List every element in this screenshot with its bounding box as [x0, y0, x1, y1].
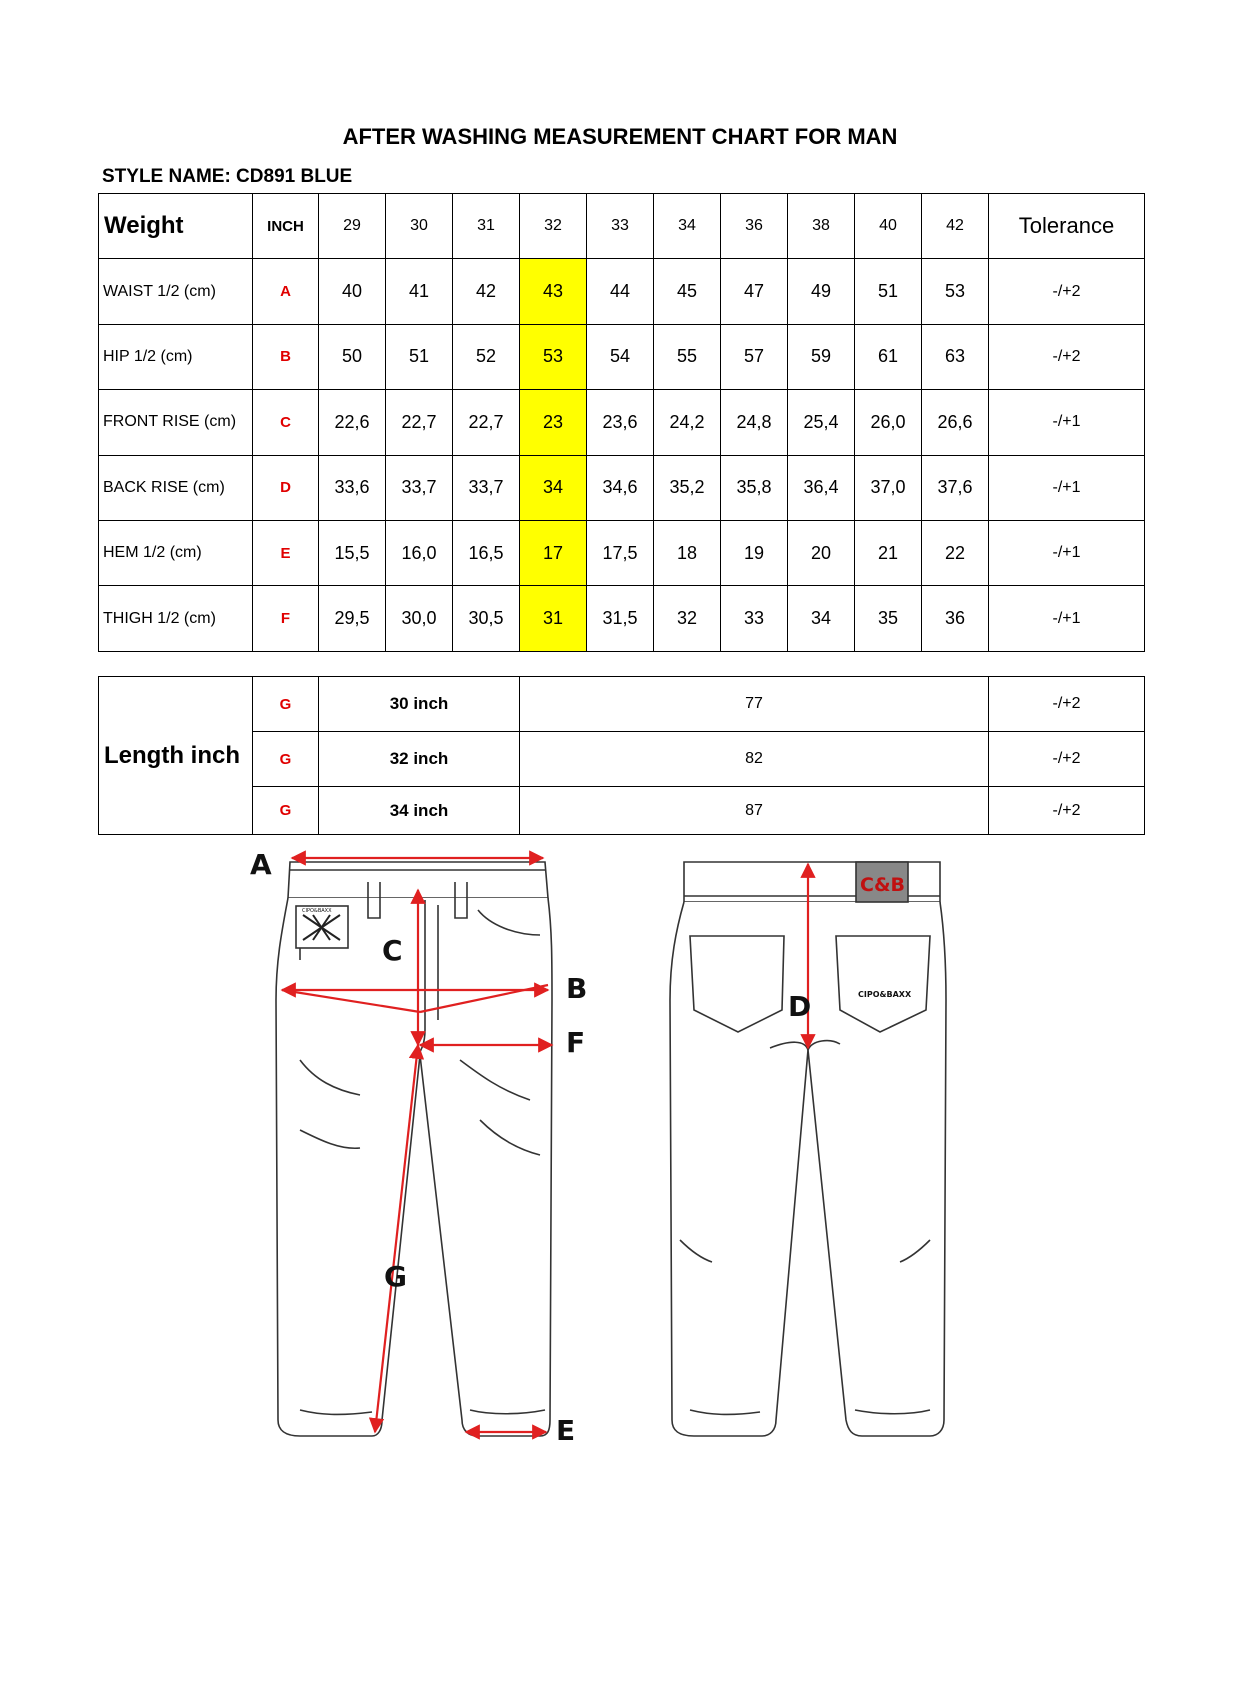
cell: 40: [319, 259, 386, 324]
inch-header: INCH: [253, 194, 319, 259]
cell: 20: [788, 520, 855, 585]
tolerance-cell: -/+1: [989, 390, 1145, 455]
cell: 35,2: [654, 455, 721, 520]
cell: 30,0: [386, 586, 453, 651]
cell: 55: [654, 324, 721, 389]
cell: 53: [922, 259, 989, 324]
size-header: 32: [520, 194, 587, 259]
row-label: BACK RISE (cm): [99, 455, 253, 520]
length-inch: 34 inch: [319, 787, 520, 835]
label-b: B: [566, 972, 588, 1005]
tolerance-cell: -/+1: [989, 586, 1145, 651]
row-code: A: [253, 259, 319, 324]
chart-title: AFTER WASHING MEASUREMENT CHART FOR MAN: [342, 124, 898, 149]
label-c: C: [382, 934, 403, 967]
row-label: HIP 1/2 (cm): [99, 324, 253, 389]
length-label: Length inch: [99, 677, 253, 835]
cell: 47: [721, 259, 788, 324]
tolerance-cell: -/+2: [989, 787, 1145, 835]
cell: 52: [453, 324, 520, 389]
cell: 50: [319, 324, 386, 389]
cell-highlighted: 23: [520, 390, 587, 455]
size-header: 40: [855, 194, 922, 259]
label-d: D: [788, 990, 812, 1023]
size-header: 29: [319, 194, 386, 259]
size-header: 30: [386, 194, 453, 259]
row-code: E: [253, 520, 319, 585]
row-code: B: [253, 324, 319, 389]
size-header: 33: [587, 194, 654, 259]
cell: 22,6: [319, 390, 386, 455]
tolerance-cell: -/+1: [989, 455, 1145, 520]
row-code: G: [253, 787, 319, 835]
front-jeans-drawing: [276, 862, 552, 1436]
length-inch: 32 inch: [319, 732, 520, 787]
cell: 35,8: [721, 455, 788, 520]
cell: 21: [855, 520, 922, 585]
row-code: F: [253, 586, 319, 651]
cell: 42: [453, 259, 520, 324]
cell: 59: [788, 324, 855, 389]
size-header: 34: [654, 194, 721, 259]
cell: 17,5: [587, 520, 654, 585]
pocket-brand: CIPO&BAXX: [858, 990, 912, 999]
length-value: 87: [520, 787, 989, 835]
size-header: 42: [922, 194, 989, 259]
length-inch: 30 inch: [319, 677, 520, 732]
row-code: G: [253, 732, 319, 787]
row-label: THIGH 1/2 (cm): [99, 586, 253, 651]
cell: 32: [654, 586, 721, 651]
tolerance-cell: -/+2: [989, 259, 1145, 324]
row-code: G: [253, 677, 319, 732]
cell: 51: [855, 259, 922, 324]
size-header: 31: [453, 194, 520, 259]
tolerance-cell: -/+2: [989, 677, 1145, 732]
style-name: STYLE NAME: CD891 BLUE: [102, 166, 353, 187]
cell: 24,8: [721, 390, 788, 455]
cell: 36,4: [788, 455, 855, 520]
tolerance-header: Tolerance: [989, 194, 1145, 259]
cell: 57: [721, 324, 788, 389]
cell: 26,0: [855, 390, 922, 455]
tolerance-cell: -/+1: [989, 520, 1145, 585]
row-code: C: [253, 390, 319, 455]
tolerance-cell: -/+2: [989, 732, 1145, 787]
cell: 25,4: [788, 390, 855, 455]
tolerance-cell: -/+2: [989, 324, 1145, 389]
cell: 41: [386, 259, 453, 324]
cell: 29,5: [319, 586, 386, 651]
cell: 22,7: [386, 390, 453, 455]
cell-highlighted: 17: [520, 520, 587, 585]
cell: 23,6: [587, 390, 654, 455]
row-label: FRONT RISE (cm): [99, 390, 253, 455]
cell-highlighted: 34: [520, 455, 587, 520]
cell: 34: [788, 586, 855, 651]
cell: 30,5: [453, 586, 520, 651]
row-label: HEM 1/2 (cm): [99, 520, 253, 585]
cell: 45: [654, 259, 721, 324]
cell: 33,7: [453, 455, 520, 520]
weight-header: Weight: [99, 194, 253, 259]
cell: 31,5: [587, 586, 654, 651]
length-value: 77: [520, 677, 989, 732]
row-code: D: [253, 455, 319, 520]
cell: 51: [386, 324, 453, 389]
cell: 33,6: [319, 455, 386, 520]
label-f: F: [566, 1026, 586, 1059]
label-e: E: [556, 1414, 576, 1447]
cell: 63: [922, 324, 989, 389]
cell-highlighted: 53: [520, 324, 587, 389]
cell: 34,6: [587, 455, 654, 520]
cell-highlighted: 43: [520, 259, 587, 324]
cell: 18: [654, 520, 721, 585]
length-value: 82: [520, 732, 989, 787]
cell: 61: [855, 324, 922, 389]
cell: 16,0: [386, 520, 453, 585]
cell: 37,0: [855, 455, 922, 520]
cell: 54: [587, 324, 654, 389]
cell: 22,7: [453, 390, 520, 455]
size-header: 36: [721, 194, 788, 259]
label-g: G: [384, 1260, 407, 1293]
cell: 19: [721, 520, 788, 585]
back-patch-label: C&B: [860, 874, 905, 896]
cell: 24,2: [654, 390, 721, 455]
cell: 16,5: [453, 520, 520, 585]
front-patch-brand: CIPO&BAXX: [302, 908, 332, 914]
cell: 35: [855, 586, 922, 651]
label-a: A: [250, 848, 272, 881]
cell-highlighted: 31: [520, 586, 587, 651]
cell: 33,7: [386, 455, 453, 520]
cell: 44: [587, 259, 654, 324]
cell: 26,6: [922, 390, 989, 455]
cell: 33: [721, 586, 788, 651]
row-label: WAIST 1/2 (cm): [99, 259, 253, 324]
cell: 22: [922, 520, 989, 585]
cell: 49: [788, 259, 855, 324]
cell: 36: [922, 586, 989, 651]
cell: 15,5: [319, 520, 386, 585]
size-header: 38: [788, 194, 855, 259]
cell: 37,6: [922, 455, 989, 520]
